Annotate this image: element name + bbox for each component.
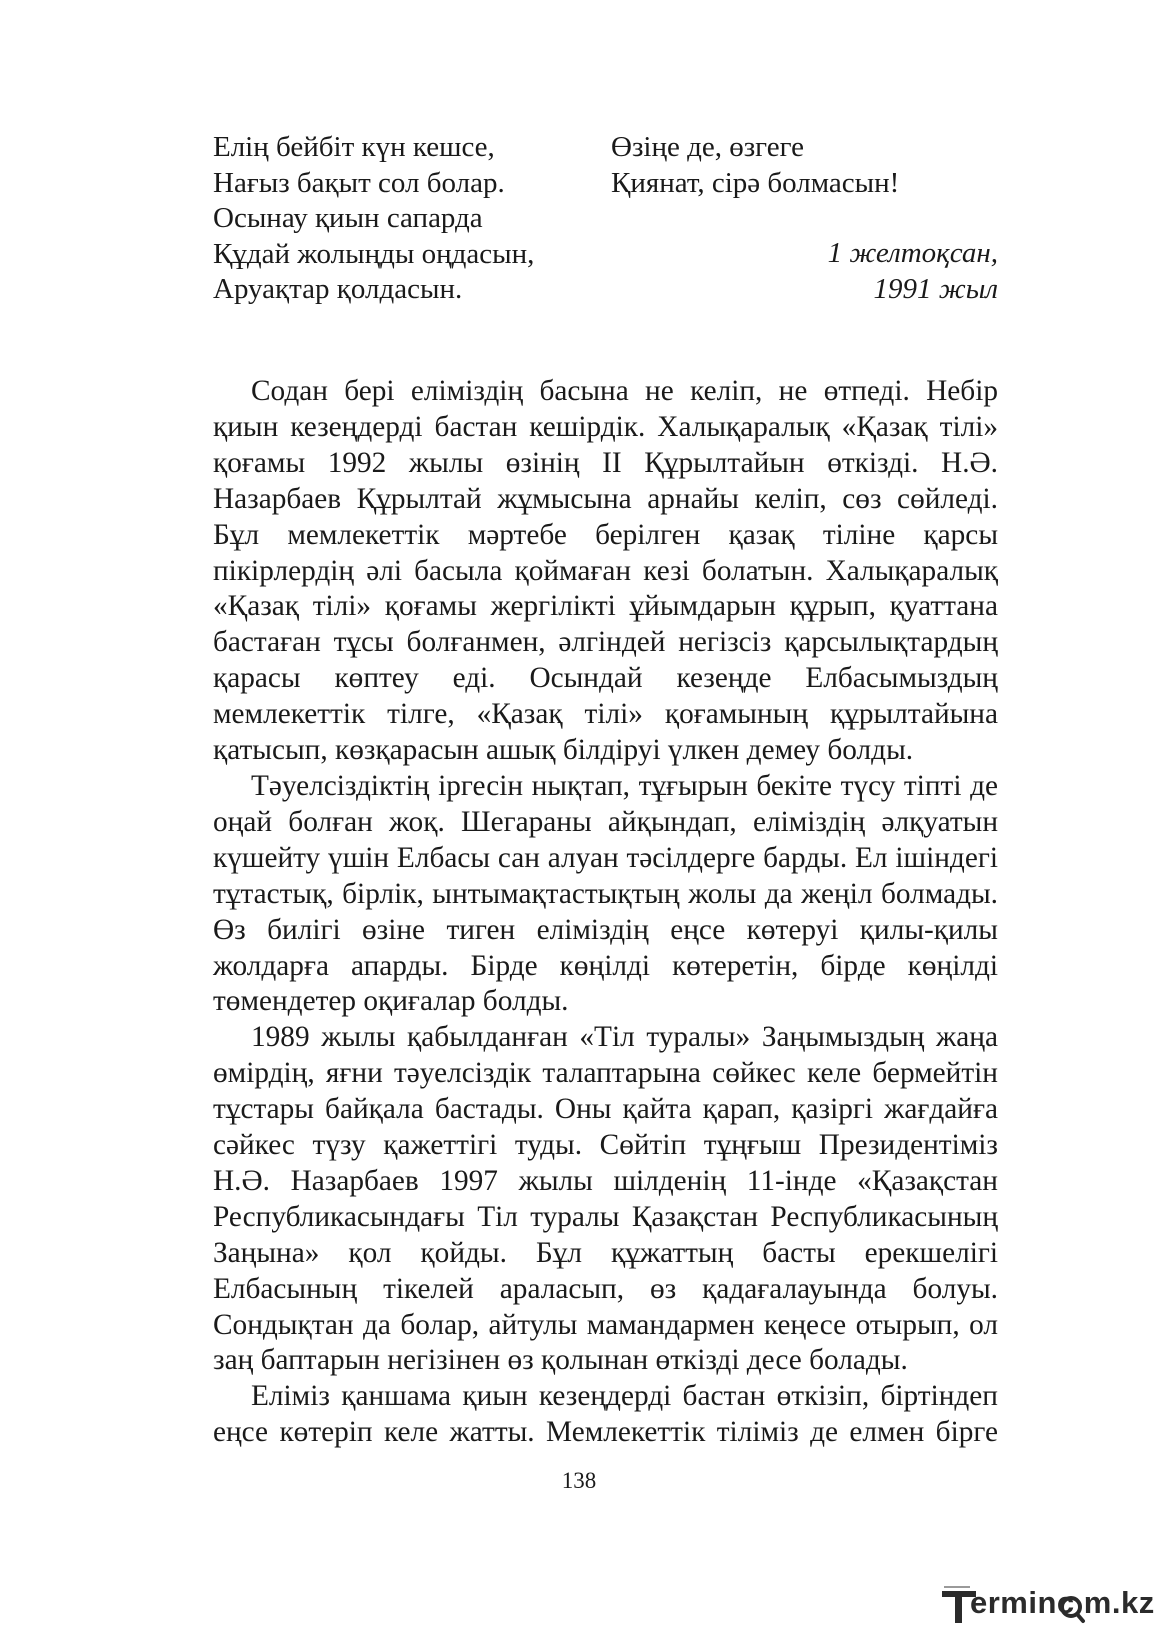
paragraph: 1989 жылы қабылданған «Тіл туралы» Заңымыздың жаңа өмірдің, яғни тәуелсіздік талаптарына сөйкес келе бермейтін тұстары байқала бастады. Оны қайта қарап, қазіргі жағдайға сәйкес түзу қажеттігі туды. Сөйтіп тұңғыш Президентіміз Н.Ә. Назарбаев 1997 жылы шілденің 11-інде «Қазақстан Республикасындағы Тіл туралы Қазақстан Республикасының Заңына» қол қойды. Бұл құжаттың басты ерекшелігі Елбасының тікелей араласып, өз қадағалауында болуы. Сондықтан да болар, айтулы мамандармен кеңесе отырып, ол заң баптарын негізінен өз қолынан өткізді десе болады.: [213, 1021, 998, 1377]
poem-line: Қиянат, сірә болмасын!: [611, 166, 900, 199]
poem-line: Елің бейбіт күн кешсе,: [213, 131, 495, 163]
termincom-watermark: [940, 1583, 1155, 1627]
poem-left-column: [213, 130, 603, 308]
page-number: 138: [561, 1468, 597, 1493]
poem-line: Нағыз бақыт сол болар.: [213, 166, 505, 199]
poem-right-column: [611, 130, 998, 201]
poem-line: Өзіңе де, өзгеге: [611, 131, 804, 163]
paragraph: Содан бері еліміздің басына не келіп, не өтпеді. Небір қиын кезеңдерді бастан кешірдік. Халықаралық «Қазақ тілі» қоғамы 1992 жылы өзінің ІІ Құрылтайын өткізді. Н.Ә. Назарбаев Құрылтай жұмысына арнайы келіп, сөз сөйледі. Бұл мемлекеттік мәртебе берілген қазақ тіліне қарсы пікірлердің әлі басыла қоймаған кезі болатын. Халықаралық «Қазақ тілі» қоғамы жергілікті ұйымдарын құрып, қуаттана бастаған тұсы болғанмен, әлгіндей негізсіз қарсылықтардың қарасы көптеу еді. Осындай кезеңде Елбасымыздың мемлекеттік тілге, «Қазақ тілі» қоғамының құрылтайына қатысып, көзқарасын ашық білдіруі үлкен демеу болды.: [213, 375, 998, 767]
poem-line: Осынау қиын сапарда: [213, 202, 483, 234]
poem-line: Құдай жолыңды оңдасын,: [213, 237, 535, 270]
poem-line: Аруақтар қолдасын.: [213, 273, 463, 305]
poem-date-line: 1991 жыл: [873, 272, 998, 305]
poem-date-line: 1 желтоқсан,: [827, 237, 998, 269]
body-text: [213, 374, 998, 1451]
poem-block: [213, 130, 998, 310]
poem-date: [828, 236, 998, 307]
paragraph: Еліміз қаншама қиын кезеңдерді бастан өткізіп, біртіндеп еңсе көтеріп келе жатты. Мемлекеттік тіліміз де елмен бірге: [213, 1380, 998, 1449]
watermark-text: erminc m.kz: [970, 1585, 1155, 1620]
paragraph: Тәуелсіздіктің іргесін нықтап, тұғырын бекіте түсу тіпті де оңай болған жоқ. Шегараны айқындап, еліміздің әлқуатын күшейту үшін Елбасы сан алуан тәсілдерге барды. Ел ішіндегі тұтастық, бірлік, ынтымақтастықтың жолы да жеңіл болмады. Өз билігі өзіне тиген еліміздің еңсе көтеруі қилы-қилы жолдарға апарды. Бірде көңілді көтеретін, бірде көңілді төмендетер оқиғалар болды.: [213, 769, 998, 1018]
